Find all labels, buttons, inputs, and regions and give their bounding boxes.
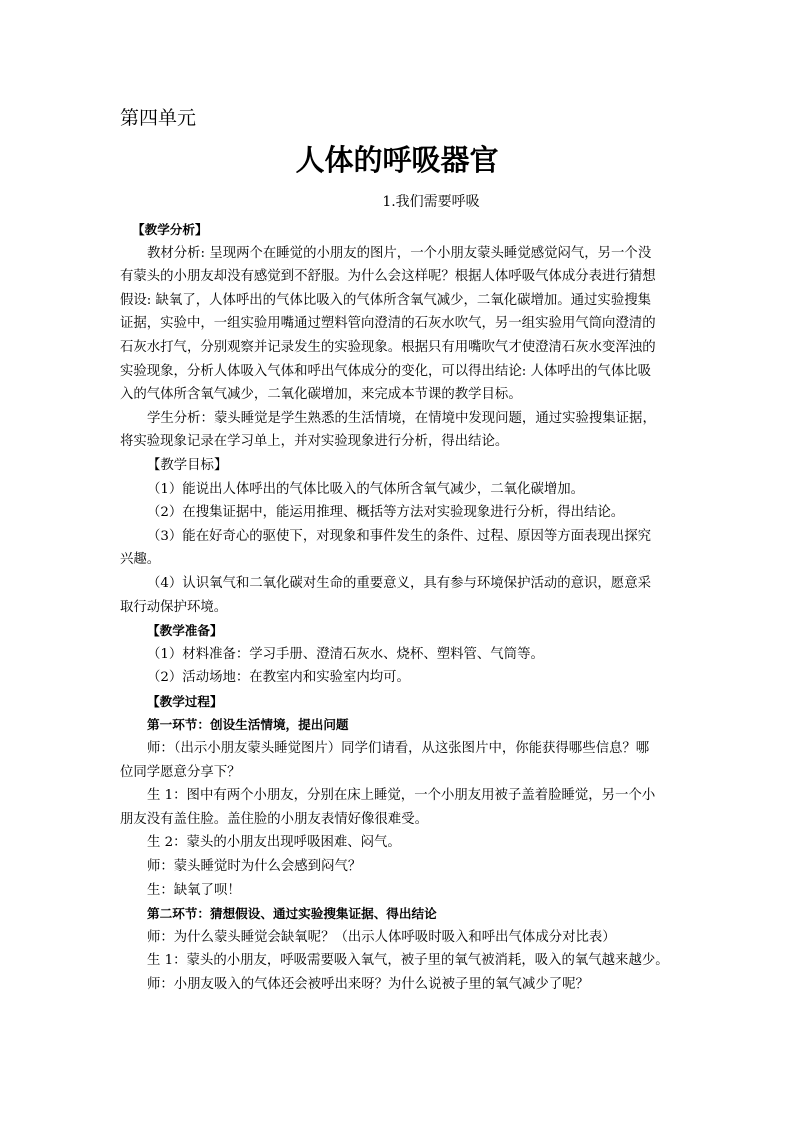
- text-line: 第二环节：猜想假设、通过实验搜集证据、得出结论: [147, 906, 437, 922]
- text-line: 假设: 缺氧了，人体呼出的气体比吸入的气体所含氧气减少，二氧化碳增加。通过实验搜集: [120, 292, 651, 308]
- text-line: 师：小朋友吸入的气体还会被呼出来呀？为什么说被子里的氧气减少了呢？: [147, 977, 589, 992]
- text-line: 【教学准备】: [147, 623, 223, 639]
- document-body: [120, 218, 678, 997]
- text-line: 生 1：蒙头的小朋友，呼吸需要吸入氧气，被子里的氧气被消耗，吸入的氧气越来越少。: [147, 953, 669, 969]
- text-line: 实验现象，分析人体吸入气体和呼出气体成分的变化，可以得出结论: 人体呼出的气体比吸: [120, 363, 651, 379]
- text-line: 教材分析: 呈现两个在睡觉的小朋友的图片，一个小朋友蒙头睡觉感觉闷气，另一个没: [147, 245, 652, 261]
- text-line: 证据，实验中，一组实验用嘴通过塑料管向澄清的石灰水吹气，另一组实验用气筒向澄清的: [120, 316, 656, 332]
- text-line: 生 1：图中有两个小朋友，分别在床上睡觉，一个小朋友用被子盖着脸睡觉，另一个小: [147, 788, 656, 804]
- text-line: 【教学分析】: [132, 222, 208, 237]
- text-line: 师：为什么蒙头睡觉会缺氧呢？（出示人体呼吸时吸入和呼出气体成分对比表）: [147, 929, 616, 945]
- unit-label: 第四单元: [120, 107, 197, 129]
- text-line: 生 2：蒙头的小朋友出现呼吸困难、闷气。: [147, 835, 401, 851]
- text-line: （2）活动场地：在教室内和实验室内均可。: [147, 670, 410, 686]
- page-title: 人体的呼吸器官: [295, 143, 499, 177]
- text-line: 入的气体所含氧气减少，二氧化碳增加，来完成本节课的教学目标。: [120, 387, 522, 403]
- text-line: 位同学愿意分享下？: [120, 764, 241, 780]
- text-line: 【教学目标】: [147, 457, 228, 473]
- text-line: （1）能说出人体呼出的气体比吸入的气体所含氧气减少，二氧化碳增加。: [147, 481, 585, 497]
- text-line: 师：（出示小朋友蒙头睡觉图片）同学们请看，从这张图片中，你能获得哪些信息？哪: [147, 741, 650, 757]
- lesson-title: 1.我们需要呼吸: [382, 194, 480, 210]
- text-line: 有蒙头的小朋友却没有感觉到不舒服。为什么会这样呢？根据人体呼吸气体成分表进行猜想: [120, 269, 656, 285]
- text-line: 取行动保护环境。: [120, 599, 228, 615]
- text-line: 朋友没有盖住脸。盖住脸的小朋友表情好像很难受。: [120, 811, 428, 827]
- text-line: 学生分析：蒙头睡觉是学生熟悉的生活情境，在情境中发现问题，通过实验搜集证据，: [147, 410, 656, 426]
- text-line: （2）在搜集证据中，能运用推理、概括等方法对实验现象进行分析，得出结论。: [147, 505, 625, 521]
- text-line: 【教学过程】: [147, 693, 223, 709]
- text-line: 石灰水打气，分别观察并记录发生的实验现象。根据只有用嘴吹气才使澄清石灰水变浑浊的: [120, 339, 656, 355]
- text-line: 第一环节：创设生活情境，提出问题: [147, 717, 349, 733]
- text-line: 师：蒙头睡觉时为什么会感到闷气？: [147, 859, 362, 875]
- text-line: 生：缺氧了呗！: [147, 882, 241, 898]
- text-line: 兴趣。: [120, 552, 161, 568]
- text-line: （3）能在好奇心的驱使下，对现象和事件发生的条件、过程、原因等方面表现出探究: [147, 528, 651, 544]
- text-line: 将实验现象记录在学习单上，并对实验现象进行分析，得出结论。: [120, 434, 509, 450]
- text-line: （1）材料准备：学习手册、澄清石灰水、烧杯、塑料管、气筒等。: [147, 646, 544, 662]
- text-line: （4）认识氧气和二氧化碳对生命的重要意义，具有参与环境保护活动的意识，愿意采: [147, 575, 651, 591]
